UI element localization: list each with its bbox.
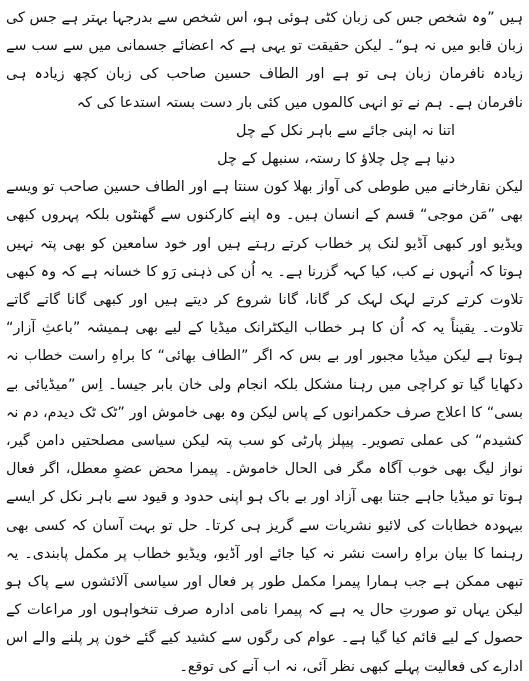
poem-line-1: اتنا نہ اپنی جائے سے باہر نکل کے چل: [235, 122, 455, 139]
article-paragraph-2: لیکن نقارخانے میں طوطی کی آواز بھلا کون سنتا ہے اور الطاف حسین صاحب تو ویسے بھی ”مَن موجی“ قسم کے انسان ہیں۔ وہ اپنے کارکنوں سے گھنٹوں بلکہ پہروں کبھی ویڈیو اور کبھی آڈیو لنک پر خطاب کرتے رہتے ہیں اور خود سامعین کو بھی پتہ نہیں ہوتا کہ اُنہوں نے کب، کیا کہہ گزرنا ہے۔ یہ اُن کی ذہنی رَو کا خسانہ ہے کہ وہ کبھی تلاوت کرتے کرتے لہک لہک کر گانا، گانا شروع کر دیتے ہیں اور کبھی گانا گاتے گاتے تلاوت۔ یقیناً یہ کہ اُن کا ہر خطاب الیکٹرانک میڈیا کے لیے بھی ہمیشہ ”باعثِ آزار“ ہوتا ہے لیکن میڈیا مجبور اور بے بس کہ اگر ”الطاف بھائی“ کا براہِ راست خطاب نہ دکھایا گیا تو کراچی میں رہنا مشکل بلکہ انجام ولی خان بابر جیسا۔ اِس ”میڈیائی بے بسی“ کا اعلاج صرف حکمرانوں کے پاس لیکن وہ بھی خاموش اور ”ٹک ٹک دیدم، دم نہ کشیدم“ کی عملی تصویر۔ پیپلز پارٹی کو سب پتہ لیکن سیاسی مصلحتیں دامن گیر، نواز لیگ بھی خوب آگاہ مگر فی الحال خاموش۔ پیمرا محض عضوِ معطل، اگر فعال ہوتا تو میڈیا جاہے جتنا بھی آزاد اور بے باک ہو اپنی حدود و قیود سے باہر نکل کر ایسے بیہودہ خطابات کی لائیو نشریات سے گریز ہی کرتا۔ حل تو بہت آسان کہ کسی بھی رہنما کا بیان براہِ راست نشر نہ کیا جائے اور آڈیو، ویڈیو خطاب پر مکمل پابندی۔ یہ تبھی ممکن ہے جب ہمارا پیمرا مکمل طور پر فعال اور سیاسی آلائشوں سے پاک ہو لیکن یہاں تو صورتِ حال یہ ہے کہ پیمرا نامی ادارہ صرف تنخواہوں اور مراعات کے حصول کے لیے قائم کیا گیا ہے۔ عوام کی رگوں سے کشید کیے گئے خون پر پلنے والے اس ادارے کی فعالیت پہلے کبھی نظر آئی، نہ اب آنے کی توقع۔: [6, 179, 523, 675]
poem-line-2: دنیا ہے چل چلاؤ کا رستہ، سنبھل کے چل: [217, 151, 455, 168]
article-paragraph-1: ہیں ”وہ شخص جس کی زبان کٹی ہوئی ہو، اس شخص سے بدرجہا بہتر ہے جس کی زبان قابو میں نہ ہو“۔ لیکن حقیقت تو یہی ہے کہ اعضائے جسمانی میں سے سب سے زیادہ نافرمان زبان ہی تو ہے اور الطاف حسین صاحب کی زبان کچھ زیادہ ہی نافرمان ہے۔ ہم نے تو انہی کالموں میں کئی بار دست بستہ استدعا کی کہ: [6, 10, 523, 111]
poem-couplet: [6, 117, 523, 173]
